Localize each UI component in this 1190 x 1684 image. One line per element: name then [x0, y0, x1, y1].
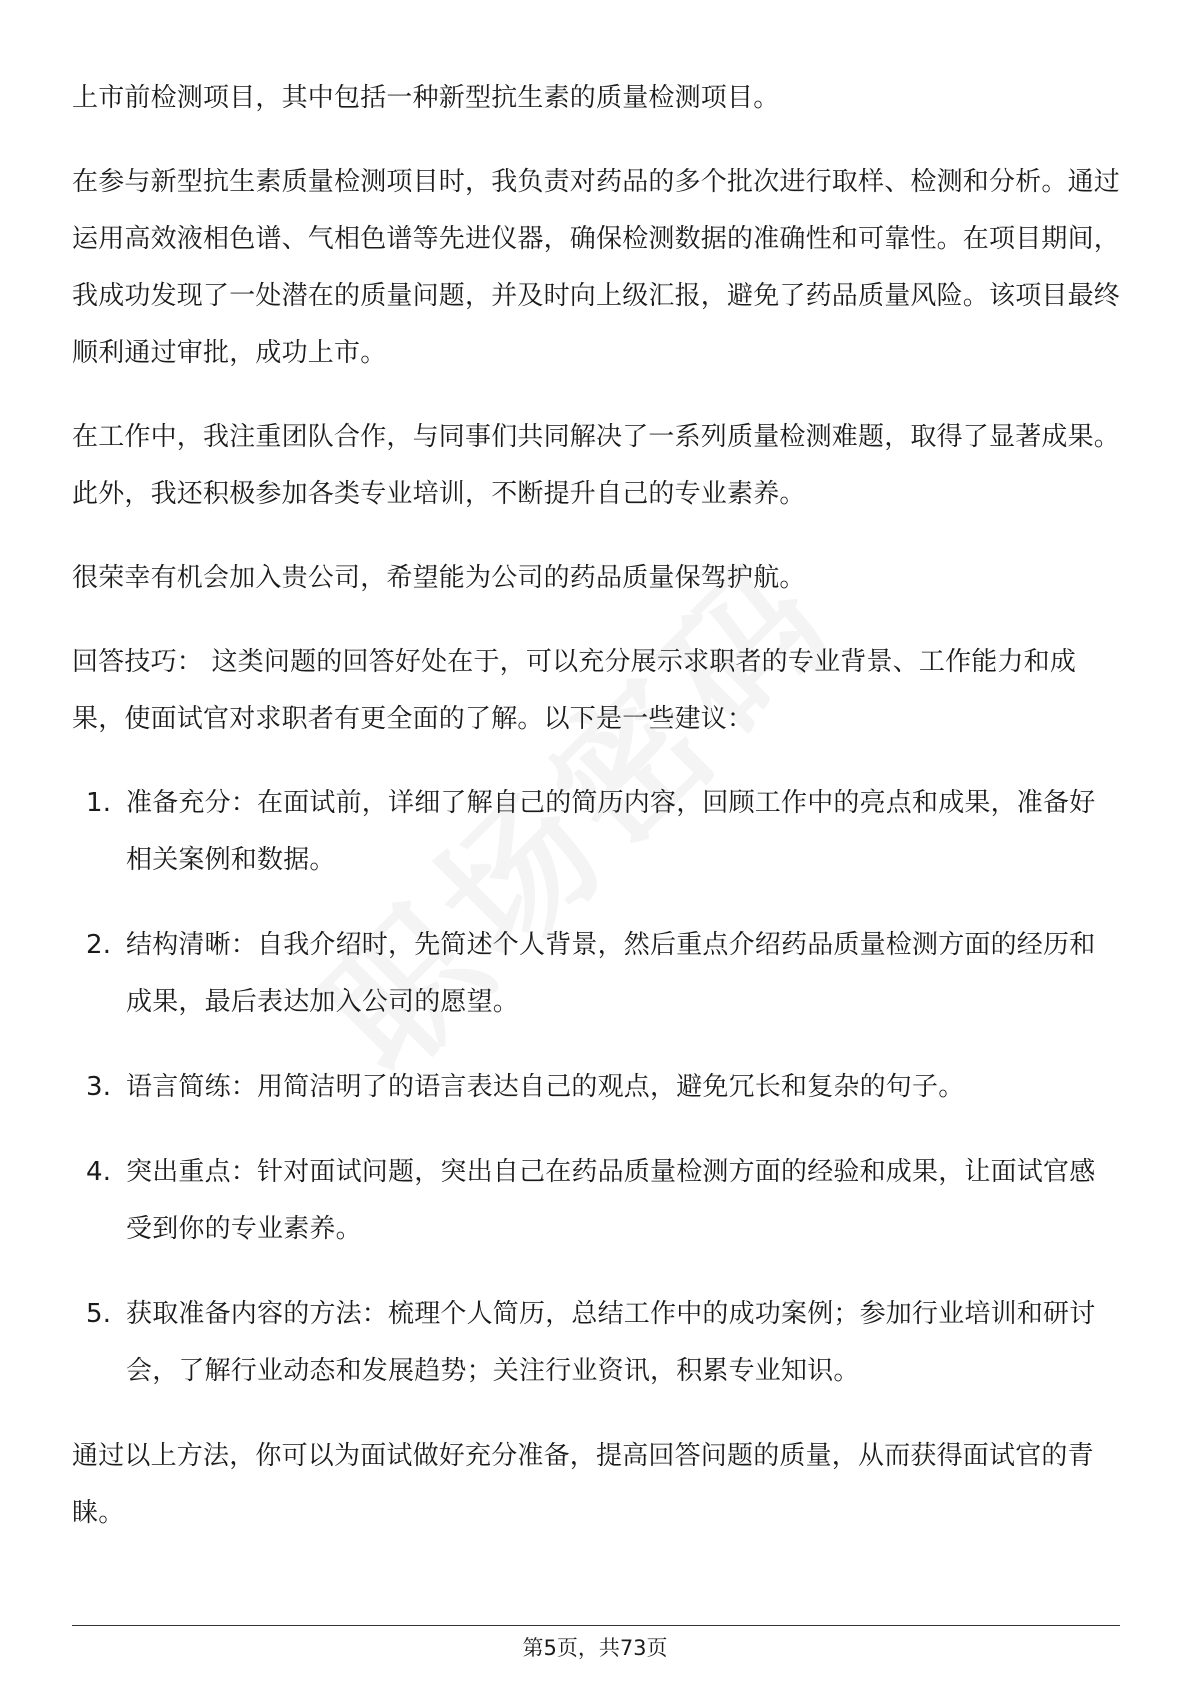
list-item-text: 准备充分：在面试前，详细了解自己的简历内容，回顾工作中的亮点和成果，准备好相关案例和数据。 [126, 788, 1096, 875]
paragraph-intro-continuation: 上市前检测项目，其中包括一种新型抗生素的质量检测项目。 [72, 83, 780, 113]
list-item-number: 5. [86, 1299, 112, 1329]
paragraph-teamwork: 在工作中，我注重团队合作，与同事们共同解决了一系列质量检测难题，取得了显著成果。此外，我还积极参加各类专业培训，不断提升自己的专业素养。 [72, 422, 1121, 509]
list-item-number: 4. [86, 1157, 112, 1187]
tips-list [72, 775, 1120, 1400]
paragraph-conclusion: 通过以上方法，你可以为面试做好充分准备，提高回答问题的质量，从而获得面试官的青睐。 [72, 1441, 1094, 1528]
list-item [72, 1059, 1120, 1116]
document-body [72, 70, 1120, 1569]
list-item-number: 3. [86, 1072, 112, 1102]
list-item-number: 1. [86, 788, 112, 818]
paragraph-answer-tips: 回答技巧： 这类问题的回答好处在于，可以充分展示求职者的专业背景、工作能力和成果，使面试官对求职者有更全面的了解。以下是一些建议： [72, 647, 1077, 734]
list-item [72, 917, 1120, 1031]
page-number: 第5页，共73页 [522, 1636, 668, 1660]
paragraph-closing-statement: 很荣幸有机会加入贵公司，希望能为公司的药品质量保驾护航。 [72, 563, 806, 593]
list-item [72, 1144, 1120, 1258]
list-item-text: 突出重点：针对面试问题，突出自己在药品质量检测方面的经验和成果，让面试官感受到你的专业素养。 [126, 1157, 1096, 1244]
list-item-text: 结构清晰：自我介绍时，先简述个人背景，然后重点介绍药品质量检测方面的经历和成果，最后表达加入公司的愿望。 [126, 930, 1096, 1017]
list-item-number: 2. [86, 930, 112, 960]
list-item [72, 1286, 1120, 1400]
footer-divider [72, 1625, 1120, 1626]
list-item [72, 775, 1120, 889]
paragraph-project-experience: 在参与新型抗生素质量检测项目时，我负责对药品的多个批次进行取样、检测和分析。通过运用高效液相色谱、气相色谱等先进仪器，确保检测数据的准确性和可靠性。在项目期间，我成功发现了一处潜在的质量问题，并及时向上级汇报，避免了药品质量风险。该项目最终顺利通过审批，成功上市。 [72, 167, 1121, 368]
list-item-text: 获取准备内容的方法：梳理个人简历，总结工作中的成功案例；参加行业培训和研讨会，了解行业动态和发展趋势；关注行业资讯，积累专业知识。 [126, 1299, 1096, 1386]
list-item-text: 语言简练：用简洁明了的语言表达自己的观点，避免冗长和复杂的句子。 [126, 1072, 965, 1102]
